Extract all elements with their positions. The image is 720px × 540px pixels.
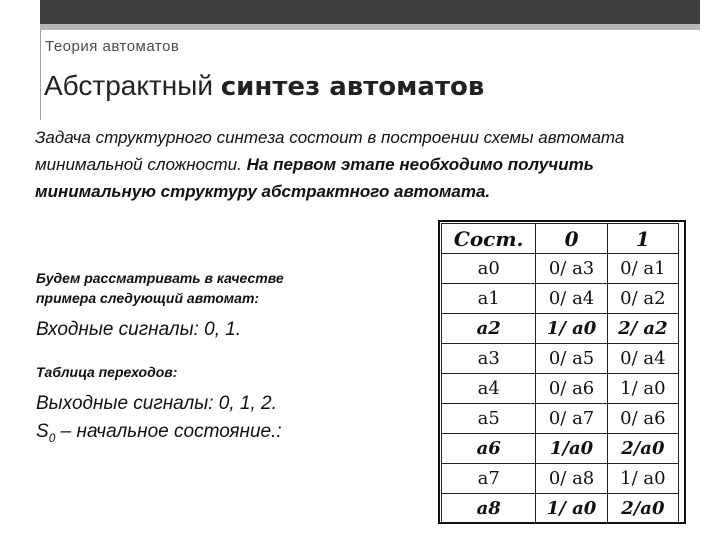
table-cell: 0/ a6	[536, 374, 607, 404]
slide-title	[44, 70, 484, 102]
intro-normal-text: Задача структурного синтеза состоит в построении схемы автомата минимальной сложности.	[35, 128, 625, 174]
intro-bold-text: На первом этапе необходимо получить минимальную структуру абстрактного автомата.	[35, 155, 594, 201]
table-cell: 0/ a7	[536, 404, 607, 434]
table-frame	[438, 220, 686, 524]
table-cell: 2/a0	[607, 494, 678, 524]
table-cell: a8	[442, 494, 536, 524]
title-part2: синтез автоматов	[220, 72, 485, 102]
title-part1: Абстрактный	[44, 70, 213, 101]
table-cell: 0/ a2	[607, 284, 678, 314]
table-cell: 0/ a4	[536, 284, 607, 314]
table-cell: 0/ a1	[607, 254, 678, 284]
table-cell: 2/a0	[607, 434, 678, 464]
header-input-0: 0	[536, 224, 607, 254]
table-cell: a1	[442, 284, 536, 314]
output-signals: Выходные сигналы: 0, 1, 2.	[36, 393, 277, 414]
table-cell: 1/a0	[536, 434, 607, 464]
transition-table-label: Таблица переходов:	[36, 364, 178, 380]
table-cell: 1/ a0	[536, 494, 607, 524]
initial-state-text: – начальное состояние.:	[60, 421, 282, 442]
intro-paragraph	[35, 124, 675, 205]
decorative-line	[40, 30, 41, 120]
table-cell: 0/ a6	[607, 404, 678, 434]
top-bar-accent	[40, 0, 700, 24]
initial-state-sub: 0	[48, 430, 56, 445]
initial-state: $S_0$ – начальное состояние.:	[36, 421, 282, 445]
table-cell: 1/ a0	[536, 314, 607, 344]
header-state: Сост.	[442, 224, 536, 254]
table-cell: a0	[442, 254, 536, 284]
top-bar-accent-shadow	[40, 24, 700, 30]
table-cell: a4	[442, 374, 536, 404]
top-bar	[0, 0, 720, 24]
header-input-1: 1	[607, 224, 678, 254]
table-cell: 1/ a0	[607, 374, 678, 404]
table-cell: 0/ a8	[536, 464, 607, 494]
table-cell: 2/ a2	[607, 314, 678, 344]
table-cell: a5	[442, 404, 536, 434]
table-cell: 0/ a4	[607, 344, 678, 374]
table-cell: a7	[442, 464, 536, 494]
table-cell: 0/ a3	[536, 254, 607, 284]
table-cell: 1/ a0	[607, 464, 678, 494]
slide-subtitle: Теория автоматов	[45, 38, 180, 55]
example-intro: Будем рассматривать в качестве примера следующий автомат:	[36, 270, 284, 306]
table-cell: a6	[442, 434, 536, 464]
table-cell: a2	[442, 314, 536, 344]
table-cell: 0/ a5	[536, 344, 607, 374]
input-signals: Входные сигналы: 0, 1.	[36, 319, 242, 340]
table-cell: a3	[442, 344, 536, 374]
